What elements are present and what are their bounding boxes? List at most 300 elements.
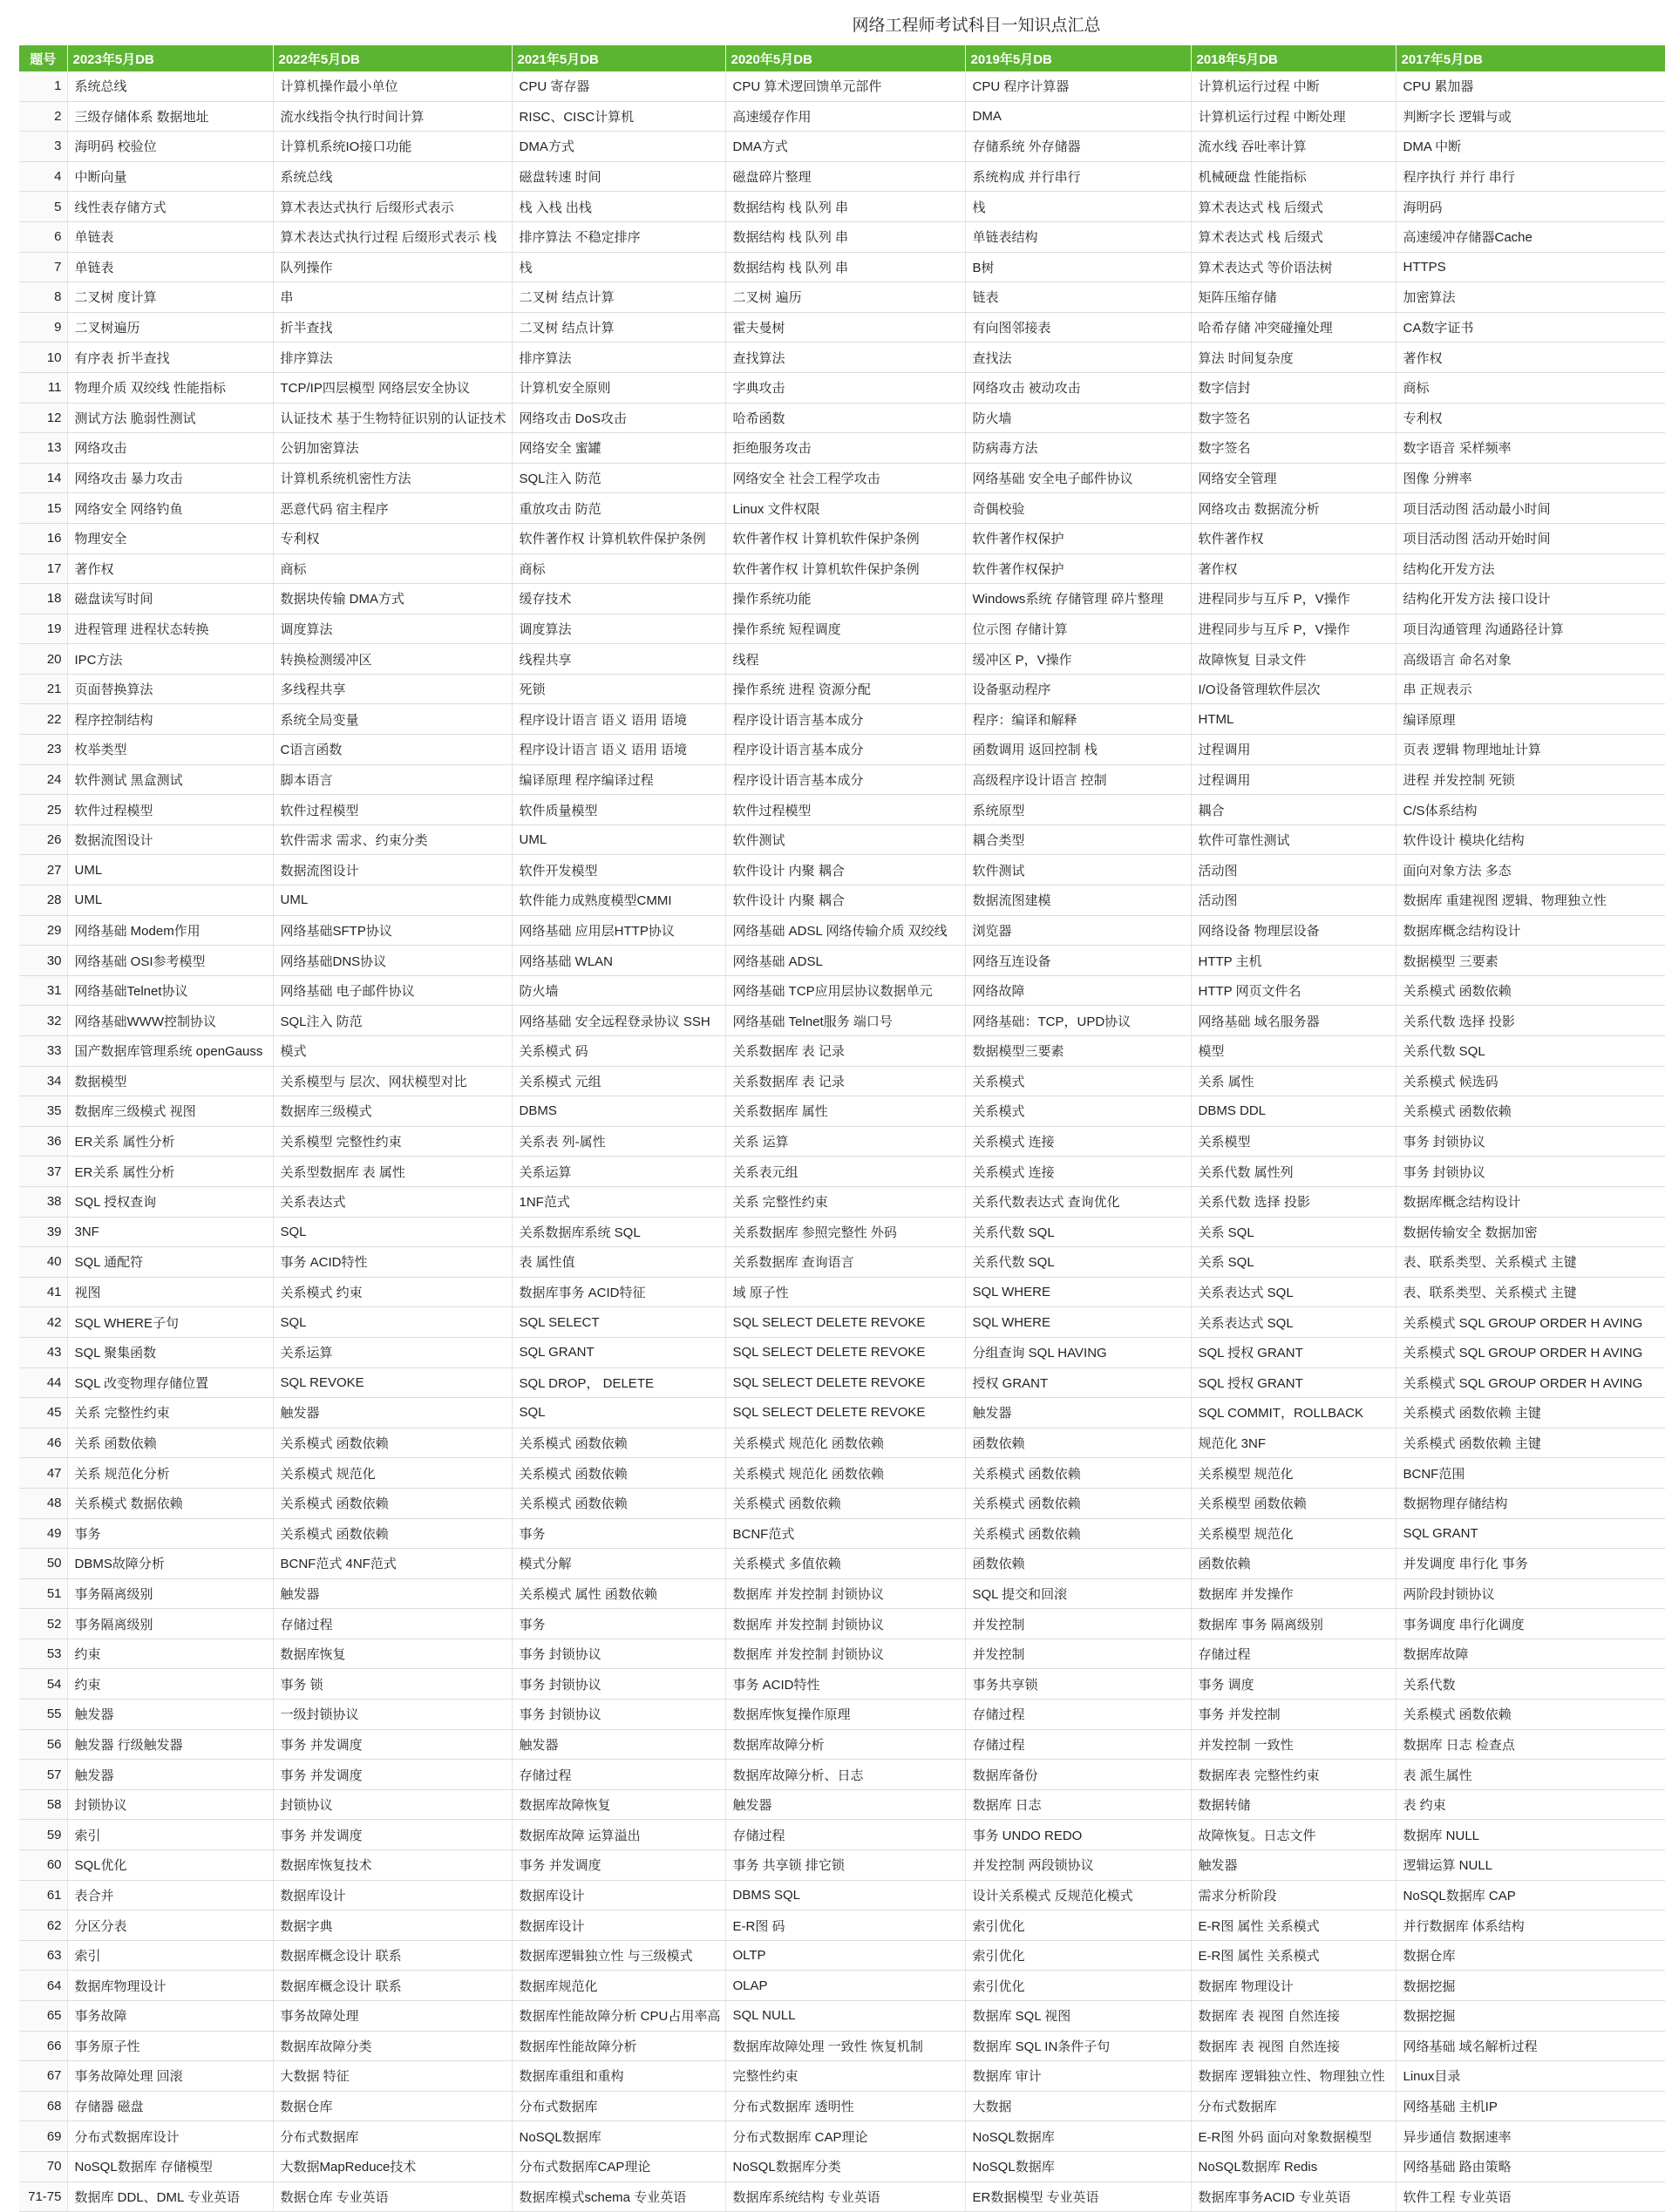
table-cell[interactable]: 关系模式 函数依赖 xyxy=(725,1488,965,1518)
row-number-cell[interactable]: 65 xyxy=(19,2001,67,2032)
table-cell[interactable]: 网络设备 物理层设备 xyxy=(1191,915,1396,946)
table-cell[interactable]: OLAP xyxy=(725,1971,965,2001)
table-cell[interactable]: 项目沟通管理 沟通路径计算 xyxy=(1396,614,1665,644)
table-cell[interactable]: UML xyxy=(67,885,273,916)
table-cell[interactable]: 事务 封锁协议 xyxy=(512,1639,725,1669)
table-cell[interactable]: 关系模式 连接 xyxy=(965,1157,1191,1187)
table-cell[interactable]: 程序：编译和解释 xyxy=(965,704,1191,735)
table-cell[interactable]: I/O设备管理软件层次 xyxy=(1191,674,1396,704)
table-cell[interactable]: 大数据 xyxy=(965,2091,1191,2121)
row-number-cell[interactable]: 40 xyxy=(19,1247,67,1278)
table-cell[interactable]: SQL SELECT DELETE REVOKE xyxy=(725,1367,965,1398)
table-cell[interactable]: NoSQL数据库 xyxy=(512,2121,725,2152)
table-cell[interactable]: 机械硬盘 性能指标 xyxy=(1191,161,1396,192)
table-cell[interactable]: 关系模式 函数依赖 xyxy=(1396,975,1665,1006)
table-cell[interactable]: 网络攻击 数据流分析 xyxy=(1191,493,1396,524)
table-cell[interactable]: 索引优化 xyxy=(965,1971,1191,2001)
table-cell[interactable]: 数据库规范化 xyxy=(512,1971,725,2001)
table-cell[interactable]: 关系模式 xyxy=(965,1066,1191,1096)
table-cell[interactable]: 转换检测缓冲区 xyxy=(273,644,512,675)
table-cell[interactable]: 关系模式 约束 xyxy=(273,1277,512,1307)
table-cell[interactable]: 存储过程 xyxy=(273,1609,512,1639)
table-cell[interactable]: 三级存储体系 数据地址 xyxy=(67,101,273,132)
table-cell[interactable]: 关系运算 xyxy=(273,1337,512,1367)
table-cell[interactable]: 关系运算 xyxy=(512,1157,725,1187)
row-number-cell[interactable]: 51 xyxy=(19,1578,67,1609)
table-cell[interactable]: 关系模式 函数依赖 主键 xyxy=(1396,1398,1665,1428)
table-cell[interactable]: 网络安全 蜜罐 xyxy=(512,433,725,464)
table-cell[interactable]: 表 属性值 xyxy=(512,1247,725,1278)
table-cell[interactable]: 事务 共享锁 排它锁 xyxy=(725,1850,965,1881)
row-number-cell[interactable]: 32 xyxy=(19,1006,67,1036)
table-cell[interactable]: 结构化开发方法 xyxy=(1396,553,1665,584)
table-cell[interactable]: 模式 xyxy=(273,1036,512,1067)
table-cell[interactable]: C语言函数 xyxy=(273,735,512,765)
table-cell[interactable]: 表 约束 xyxy=(1396,1789,1665,1820)
table-cell[interactable]: DBMS SQL xyxy=(725,1880,965,1910)
table-cell[interactable]: 数据库事务 ACID特征 xyxy=(512,1277,725,1307)
table-cell[interactable]: 网络攻击 暴力攻击 xyxy=(67,463,273,493)
row-number-cell[interactable]: 47 xyxy=(19,1458,67,1489)
table-cell[interactable]: 数据库 DDL、DML 专业英语 xyxy=(67,2181,273,2212)
table-cell[interactable]: 网络基础 域名服务器 xyxy=(1191,1006,1396,1036)
table-cell[interactable]: BCNF范式 4NF范式 xyxy=(273,1549,512,1579)
table-cell[interactable]: 事务 xyxy=(512,1609,725,1639)
column-header-year[interactable]: 2023年5月DB xyxy=(67,45,273,71)
table-cell[interactable]: 关系表达式 SQL xyxy=(1191,1277,1396,1307)
row-number-cell[interactable]: 56 xyxy=(19,1729,67,1760)
table-cell[interactable]: 折半查找 xyxy=(273,312,512,343)
table-cell[interactable]: 分布式数据库 透明性 xyxy=(725,2091,965,2121)
table-cell[interactable]: 网络安全 社会工程学攻击 xyxy=(725,463,965,493)
table-cell[interactable]: 公钥加密算法 xyxy=(273,433,512,464)
table-cell[interactable]: 分组查询 SQL HAVING xyxy=(965,1337,1191,1367)
table-cell[interactable]: 数据库设计 xyxy=(512,1910,725,1941)
table-cell[interactable]: 分区分表 xyxy=(67,1910,273,1941)
table-cell[interactable]: CA数字证书 xyxy=(1396,312,1665,343)
table-cell[interactable]: 关系模式 函数依赖 xyxy=(512,1488,725,1518)
table-cell[interactable]: 软件著作权保护 xyxy=(965,523,1191,553)
table-cell[interactable]: 数据库故障分类 xyxy=(273,2031,512,2061)
table-cell[interactable]: 分布式数据库 CAP理论 xyxy=(725,2121,965,2152)
table-cell[interactable]: 关系模式 SQL GROUP ORDER H AVING xyxy=(1396,1337,1665,1367)
table-cell[interactable]: SQL 授权 GRANT xyxy=(1191,1367,1396,1398)
table-cell[interactable]: 软件著作权 xyxy=(1191,523,1396,553)
table-cell[interactable]: 关系模型 规范化 xyxy=(1191,1518,1396,1549)
table-cell[interactable]: 软件开发模型 xyxy=(512,855,725,885)
table-cell[interactable]: 触发器 xyxy=(67,1760,273,1790)
table-cell[interactable]: 一级封锁协议 xyxy=(273,1700,512,1730)
table-cell[interactable]: E-R图 码 xyxy=(725,1910,965,1941)
table-cell[interactable]: 数据库 物理设计 xyxy=(1191,1971,1396,2001)
row-number-cell[interactable]: 24 xyxy=(19,764,67,795)
table-cell[interactable]: 数据仓库 xyxy=(273,2091,512,2121)
table-cell[interactable]: 数据库 表 视图 自然连接 xyxy=(1191,2001,1396,2032)
table-cell[interactable]: 软件著作权保护 xyxy=(965,553,1191,584)
table-cell[interactable]: 事务 锁 xyxy=(273,1669,512,1700)
table-cell[interactable]: 并发控制 一致性 xyxy=(1191,1729,1396,1760)
table-cell[interactable]: 关系 完整性约束 xyxy=(725,1186,965,1217)
table-cell[interactable]: 脚本语言 xyxy=(273,764,512,795)
table-cell[interactable]: SQL DROP， DELETE xyxy=(512,1367,725,1398)
row-number-cell[interactable]: 25 xyxy=(19,795,67,825)
table-cell[interactable]: E-R图 属性 关系模式 xyxy=(1191,1940,1396,1971)
table-cell[interactable]: 二叉树 度计算 xyxy=(67,282,273,313)
table-cell[interactable]: 网络安全管理 xyxy=(1191,463,1396,493)
table-cell[interactable]: 大数据MapReduce技术 xyxy=(273,2151,512,2181)
table-cell[interactable]: 著作权 xyxy=(1191,553,1396,584)
table-cell[interactable]: 事务 xyxy=(512,1518,725,1549)
table-cell[interactable]: NoSQL数据库 存储模型 xyxy=(67,2151,273,2181)
table-cell[interactable]: TCP/IP四层模型 网络层安全协议 xyxy=(273,372,512,403)
row-number-cell[interactable]: 17 xyxy=(19,553,67,584)
table-cell[interactable]: 数据库三级模式 视图 xyxy=(67,1096,273,1127)
table-cell[interactable]: 索引优化 xyxy=(965,1940,1191,1971)
table-cell[interactable]: 关系模式 连接 xyxy=(965,1126,1191,1157)
table-cell[interactable]: 进程 并发控制 死锁 xyxy=(1396,764,1665,795)
table-cell[interactable]: 哈希存储 冲突碰撞处理 xyxy=(1191,312,1396,343)
table-cell[interactable]: NoSQL数据库 xyxy=(965,2151,1191,2181)
row-number-cell[interactable]: 37 xyxy=(19,1157,67,1187)
table-cell[interactable]: 数据库 日志 检查点 xyxy=(1396,1729,1665,1760)
table-cell[interactable]: 触发器 xyxy=(1191,1850,1396,1881)
table-cell[interactable]: 海明码 xyxy=(1396,192,1665,222)
row-number-cell[interactable]: 22 xyxy=(19,704,67,735)
table-cell[interactable]: 防病毒方法 xyxy=(965,433,1191,464)
table-cell[interactable]: 数据库重组和重构 xyxy=(512,2061,725,2092)
table-cell[interactable]: 事务 封锁协议 xyxy=(512,1669,725,1700)
table-cell[interactable]: 异步通信 数据速率 xyxy=(1396,2121,1665,2152)
table-cell[interactable]: 网络基础 域名解析过程 xyxy=(1396,2031,1665,2061)
table-cell[interactable]: 耦合 xyxy=(1191,795,1396,825)
table-cell[interactable]: 进程管理 进程状态转换 xyxy=(67,614,273,644)
table-cell[interactable]: 关系代数 SQL xyxy=(965,1217,1191,1247)
column-header-year[interactable]: 2019年5月DB xyxy=(965,45,1191,71)
table-cell[interactable]: 项目活动图 活动最小时间 xyxy=(1396,493,1665,524)
table-cell[interactable]: 枚举类型 xyxy=(67,735,273,765)
table-cell[interactable]: 触发器 xyxy=(512,1729,725,1760)
table-cell[interactable]: 多线程共享 xyxy=(273,674,512,704)
table-cell[interactable]: 数据库故障分析 xyxy=(725,1729,965,1760)
table-cell[interactable]: 系统全局变量 xyxy=(273,704,512,735)
table-cell[interactable]: 并发控制 xyxy=(965,1609,1191,1639)
table-cell[interactable]: 网络基础 Telnet服务 端口号 xyxy=(725,1006,965,1036)
table-cell[interactable]: 程序设计语言基本成分 xyxy=(725,704,965,735)
table-cell[interactable]: 数据库概念设计 联系 xyxy=(273,1940,512,1971)
table-cell[interactable]: 高速缓冲存储器Cache xyxy=(1396,221,1665,252)
table-cell[interactable]: SQL 通配符 xyxy=(67,1247,273,1278)
row-number-cell[interactable]: 29 xyxy=(19,915,67,946)
table-cell[interactable]: 关系数据库系统 SQL xyxy=(512,1217,725,1247)
table-cell[interactable]: RISC、CISC计算机 xyxy=(512,101,725,132)
table-cell[interactable]: 算术表达式 栈 后缀式 xyxy=(1191,192,1396,222)
table-cell[interactable]: 事务 调度 xyxy=(1191,1669,1396,1700)
table-cell[interactable]: 关系模式 函数依赖 xyxy=(273,1428,512,1458)
table-cell[interactable]: DMA xyxy=(965,101,1191,132)
table-cell[interactable]: 关系模式 属性 函数依赖 xyxy=(512,1578,725,1609)
table-cell[interactable]: 软件测试 xyxy=(965,855,1191,885)
table-cell[interactable]: C/S体系结构 xyxy=(1396,795,1665,825)
table-cell[interactable]: 海明码 校验位 xyxy=(67,132,273,162)
table-cell[interactable]: DMA方式 xyxy=(512,132,725,162)
table-cell[interactable]: 关系模式 xyxy=(965,1096,1191,1127)
table-cell[interactable]: 编译原理 程序编译过程 xyxy=(512,764,725,795)
table-cell[interactable]: 操作系统 进程 资源分配 xyxy=(725,674,965,704)
table-cell[interactable]: 数据库故障恢复 xyxy=(512,1789,725,1820)
table-cell[interactable]: 规范化 3NF xyxy=(1191,1428,1396,1458)
table-cell[interactable]: 磁盘转速 时间 xyxy=(512,161,725,192)
table-cell[interactable]: 数据库 表 视图 自然连接 xyxy=(1191,2031,1396,2061)
table-cell[interactable]: 进程同步与互斥 P，V操作 xyxy=(1191,584,1396,614)
table-cell[interactable]: 栈 xyxy=(965,192,1191,222)
table-cell[interactable]: 图像 分辨率 xyxy=(1396,463,1665,493)
table-cell[interactable]: 网络互连设备 xyxy=(965,946,1191,976)
table-cell[interactable]: 二叉树 结点计算 xyxy=(512,312,725,343)
table-cell[interactable]: 存储器 磁盘 xyxy=(67,2091,273,2121)
table-cell[interactable]: 霍夫曼树 xyxy=(725,312,965,343)
table-cell[interactable]: 关系 完整性约束 xyxy=(67,1398,273,1428)
row-number-cell[interactable]: 59 xyxy=(19,1820,67,1850)
table-cell[interactable]: HTTP 网页文件名 xyxy=(1191,975,1396,1006)
table-cell[interactable]: 算术表达式执行过程 后缀形式表示 栈 xyxy=(273,221,512,252)
table-cell[interactable]: 事务 并发调度 xyxy=(512,1850,725,1881)
table-cell[interactable]: 关系数据库 属性 xyxy=(725,1096,965,1127)
table-cell[interactable]: 过程调用 xyxy=(1191,735,1396,765)
row-number-cell[interactable]: 45 xyxy=(19,1398,67,1428)
table-cell[interactable]: 网络基础 主机IP xyxy=(1396,2091,1665,2121)
table-cell[interactable]: IPC方法 xyxy=(67,644,273,675)
table-cell[interactable]: SQL WHERE xyxy=(965,1277,1191,1307)
table-cell[interactable]: 事务故障处理 xyxy=(273,2001,512,2032)
table-cell[interactable]: 1NF范式 xyxy=(512,1186,725,1217)
table-cell[interactable]: UML xyxy=(67,855,273,885)
table-cell[interactable]: 认证技术 基于生物特征识别的认证技术 xyxy=(273,403,512,433)
row-number-cell[interactable]: 34 xyxy=(19,1066,67,1096)
table-cell[interactable]: 事务 封锁协议 xyxy=(512,1700,725,1730)
row-number-cell[interactable]: 10 xyxy=(19,343,67,373)
table-cell[interactable]: 数据库故障 运算溢出 xyxy=(512,1820,725,1850)
table-cell[interactable]: 数字签名 xyxy=(1191,433,1396,464)
table-cell[interactable]: 封锁协议 xyxy=(273,1789,512,1820)
table-cell[interactable]: 网络基础 OSI参考模型 xyxy=(67,946,273,976)
table-cell[interactable]: 数据库 SQL IN条件子句 xyxy=(965,2031,1191,2061)
table-cell[interactable]: 数字信封 xyxy=(1191,372,1396,403)
row-number-cell[interactable]: 38 xyxy=(19,1186,67,1217)
table-cell[interactable]: 计算机运行过程 中断处理 xyxy=(1191,101,1396,132)
table-cell[interactable]: 函数调用 返回控制 栈 xyxy=(965,735,1191,765)
table-cell[interactable]: 数据库表 完整性约束 xyxy=(1191,1760,1396,1790)
row-number-cell[interactable]: 50 xyxy=(19,1549,67,1579)
table-cell[interactable]: 视图 xyxy=(67,1277,273,1307)
table-cell[interactable]: 数据库 并发控制 封锁协议 xyxy=(725,1639,965,1669)
table-cell[interactable]: 网络基础：TCP，UPD协议 xyxy=(965,1006,1191,1036)
table-cell[interactable]: 数据库 重建视图 逻辑、物理独立性 xyxy=(1396,885,1665,916)
table-cell[interactable]: 算术表达式 栈 后缀式 xyxy=(1191,221,1396,252)
row-number-cell[interactable]: 48 xyxy=(19,1488,67,1518)
table-cell[interactable]: 网络基础 Modem作用 xyxy=(67,915,273,946)
row-number-cell[interactable]: 64 xyxy=(19,1971,67,2001)
table-cell[interactable]: SQL GRANT xyxy=(512,1337,725,1367)
table-cell[interactable]: 数据库恢复 xyxy=(273,1639,512,1669)
table-cell[interactable]: DMA方式 xyxy=(725,132,965,162)
row-number-cell[interactable]: 68 xyxy=(19,2091,67,2121)
table-cell[interactable]: 磁盘读写时间 xyxy=(67,584,273,614)
table-cell[interactable]: CPU 算术逻回馈单元部件 xyxy=(725,71,965,101)
table-cell[interactable]: 大数据 特征 xyxy=(273,2061,512,2092)
table-cell[interactable]: 著作权 xyxy=(67,553,273,584)
table-cell[interactable]: 设计关系模式 反规范化模式 xyxy=(965,1880,1191,1910)
table-cell[interactable]: 数据库概念结构设计 xyxy=(1396,1186,1665,1217)
row-number-cell[interactable]: 15 xyxy=(19,493,67,524)
table-cell[interactable]: DBMS DDL xyxy=(1191,1096,1396,1127)
table-cell[interactable]: 二叉树 遍历 xyxy=(725,282,965,313)
table-cell[interactable]: 模型 xyxy=(1191,1036,1396,1067)
table-cell[interactable]: 函数依赖 xyxy=(965,1428,1191,1458)
table-cell[interactable]: 表 派生属性 xyxy=(1396,1760,1665,1790)
row-number-cell[interactable]: 61 xyxy=(19,1880,67,1910)
table-cell[interactable]: 活动图 xyxy=(1191,855,1396,885)
table-cell[interactable]: SQL优化 xyxy=(67,1850,273,1881)
table-cell[interactable]: 程序设计语言基本成分 xyxy=(725,735,965,765)
table-cell[interactable]: 分布式数据库 xyxy=(512,2091,725,2121)
table-cell[interactable]: 关系代数 SQL xyxy=(965,1247,1191,1278)
table-cell[interactable]: 数据流图设计 xyxy=(273,855,512,885)
table-cell[interactable]: 事务故障 xyxy=(67,2001,273,2032)
table-cell[interactable]: 拒绝服务攻击 xyxy=(725,433,965,464)
table-cell[interactable]: 事务 封锁协议 xyxy=(1396,1126,1665,1157)
table-cell[interactable]: SQL NULL xyxy=(725,2001,965,2032)
table-cell[interactable]: 事务 ACID特性 xyxy=(725,1669,965,1700)
table-cell[interactable]: 关系模式 函数依赖 xyxy=(1396,1096,1665,1127)
table-cell[interactable]: 关系模式 规范化 xyxy=(273,1458,512,1489)
table-cell[interactable]: 调度算法 xyxy=(512,614,725,644)
table-cell[interactable]: 栈 xyxy=(512,252,725,282)
table-cell[interactable]: 完整性约束 xyxy=(725,2061,965,2092)
table-cell[interactable]: 缓冲区 P，V操作 xyxy=(965,644,1191,675)
table-cell[interactable]: 存储过程 xyxy=(965,1729,1191,1760)
table-cell[interactable]: 位示图 存储计算 xyxy=(965,614,1191,644)
table-cell[interactable]: 程序执行 并行 串行 xyxy=(1396,161,1665,192)
table-cell[interactable]: 数据库物理设计 xyxy=(67,1971,273,2001)
table-cell[interactable]: OLTP xyxy=(725,1940,965,1971)
table-cell[interactable]: 测试方法 脆弱性测试 xyxy=(67,403,273,433)
table-cell[interactable]: 软件质量模型 xyxy=(512,795,725,825)
table-cell[interactable]: 事务调度 串行化调度 xyxy=(1396,1609,1665,1639)
table-cell[interactable]: 事务故障处理 回滚 xyxy=(67,2061,273,2092)
table-cell[interactable]: 数据库 事务 隔离级别 xyxy=(1191,1609,1396,1639)
table-cell[interactable]: 关系表达式 xyxy=(273,1186,512,1217)
table-cell[interactable]: 物理安全 xyxy=(67,523,273,553)
row-number-cell[interactable]: 46 xyxy=(19,1428,67,1458)
row-number-cell[interactable]: 44 xyxy=(19,1367,67,1398)
table-cell[interactable]: 活动图 xyxy=(1191,885,1396,916)
table-cell[interactable]: 存储过程 xyxy=(725,1820,965,1850)
table-cell[interactable]: 域 原子性 xyxy=(725,1277,965,1307)
table-cell[interactable]: 矩阵压缩存储 xyxy=(1191,282,1396,313)
table-cell[interactable]: 关系模式 函数依赖 xyxy=(965,1518,1191,1549)
table-cell[interactable]: 数据结构 栈 队列 串 xyxy=(725,192,965,222)
table-cell[interactable]: 关系 SQL xyxy=(1191,1247,1396,1278)
table-cell[interactable]: SQL REVOKE xyxy=(273,1367,512,1398)
table-cell[interactable]: 关系代数 SQL xyxy=(1396,1036,1665,1067)
column-header-year[interactable]: 2018年5月DB xyxy=(1191,45,1396,71)
table-cell[interactable]: 系统构成 并行串行 xyxy=(965,161,1191,192)
table-cell[interactable]: 有序表 折半查找 xyxy=(67,343,273,373)
table-cell[interactable]: 网络基础 ADSL xyxy=(725,946,965,976)
table-cell[interactable]: 专利权 xyxy=(1396,403,1665,433)
table-cell[interactable]: 数据库逻辑独立性 与三级模式 xyxy=(512,1940,725,1971)
table-cell[interactable]: 关系代数 选择 投影 xyxy=(1396,1006,1665,1036)
table-cell[interactable]: 排序算法 xyxy=(512,343,725,373)
table-cell[interactable]: 软件设计 内聚 耦合 xyxy=(725,885,965,916)
table-cell[interactable]: 关系代数 选择 投影 xyxy=(1191,1186,1396,1217)
row-number-cell[interactable]: 27 xyxy=(19,855,67,885)
table-cell[interactable]: 二叉树 结点计算 xyxy=(512,282,725,313)
column-header-year[interactable]: 2022年5月DB xyxy=(273,45,512,71)
table-cell[interactable]: 数字语音 采样频率 xyxy=(1396,433,1665,464)
row-number-cell[interactable]: 54 xyxy=(19,1669,67,1700)
row-number-cell[interactable]: 58 xyxy=(19,1789,67,1820)
row-number-cell[interactable]: 39 xyxy=(19,1217,67,1247)
table-cell[interactable]: 索引 xyxy=(67,1820,273,1850)
table-cell[interactable]: 关系数据库 表 记录 xyxy=(725,1036,965,1067)
table-cell[interactable]: 国产数据库管理系统 openGauss xyxy=(67,1036,273,1067)
table-cell[interactable]: 存储过程 xyxy=(965,1700,1191,1730)
table-cell[interactable]: 关系模式 函数依赖 xyxy=(1396,1700,1665,1730)
table-cell[interactable]: 软件著作权 计算机软件保护条例 xyxy=(725,553,965,584)
table-cell[interactable]: 关系模型 完整性约束 xyxy=(273,1126,512,1157)
table-cell[interactable]: 数据库 SQL 视图 xyxy=(965,2001,1191,2032)
table-cell[interactable]: E-R图 属性 关系模式 xyxy=(1191,1910,1396,1941)
table-cell[interactable]: 恶意代码 宿主程序 xyxy=(273,493,512,524)
table-cell[interactable]: 软件设计 内聚 耦合 xyxy=(725,855,965,885)
table-cell[interactable]: 数据库备份 xyxy=(965,1760,1191,1790)
table-cell[interactable]: 关系模式 规范化 函数依赖 xyxy=(725,1428,965,1458)
table-cell[interactable]: 数据库 并发操作 xyxy=(1191,1578,1396,1609)
table-cell[interactable]: HTTPS xyxy=(1396,252,1665,282)
table-cell[interactable]: CPU 程序计算器 xyxy=(965,71,1191,101)
table-cell[interactable]: 并发调度 串行化 事务 xyxy=(1396,1549,1665,1579)
table-cell[interactable]: SQL 聚集函数 xyxy=(67,1337,273,1367)
row-number-cell[interactable]: 12 xyxy=(19,403,67,433)
table-cell[interactable]: 商标 xyxy=(512,553,725,584)
table-cell[interactable]: 关系模式 规范化 函数依赖 xyxy=(725,1458,965,1489)
table-cell[interactable]: 关系模式 函数依赖 xyxy=(273,1488,512,1518)
table-cell[interactable]: 网络基础WWW控制协议 xyxy=(67,1006,273,1036)
table-cell[interactable]: 关系模式 多值依赖 xyxy=(725,1549,965,1579)
row-number-cell[interactable]: 8 xyxy=(19,282,67,313)
table-cell[interactable]: 链表 xyxy=(965,282,1191,313)
table-cell[interactable]: SQL 授权 GRANT xyxy=(1191,1337,1396,1367)
table-cell[interactable]: 关系 规范化分析 xyxy=(67,1458,273,1489)
table-cell[interactable]: 函数依赖 xyxy=(1191,1549,1396,1579)
row-number-cell[interactable]: 43 xyxy=(19,1337,67,1367)
table-cell[interactable]: 关系数据库 参照完整性 外码 xyxy=(725,1217,965,1247)
row-number-cell[interactable]: 63 xyxy=(19,1940,67,1971)
table-cell[interactable]: DMA 中断 xyxy=(1396,132,1665,162)
table-cell[interactable]: 数据库 并发控制 封锁协议 xyxy=(725,1609,965,1639)
table-cell[interactable]: 操作系统功能 xyxy=(725,584,965,614)
table-cell[interactable]: 页表 逻辑 物理地址计算 xyxy=(1396,735,1665,765)
row-number-cell[interactable]: 49 xyxy=(19,1518,67,1549)
table-cell[interactable]: 网络基础 安全远程登录协议 SSH xyxy=(512,1006,725,1036)
row-number-cell[interactable]: 5 xyxy=(19,192,67,222)
table-cell[interactable]: 计算机运行过程 中断 xyxy=(1191,71,1396,101)
table-cell[interactable]: 算法 时间复杂度 xyxy=(1191,343,1396,373)
table-cell[interactable]: 关系数据库 查询语言 xyxy=(725,1247,965,1278)
table-cell[interactable]: 串 xyxy=(273,282,512,313)
table-cell[interactable]: SQL注入 防范 xyxy=(273,1006,512,1036)
